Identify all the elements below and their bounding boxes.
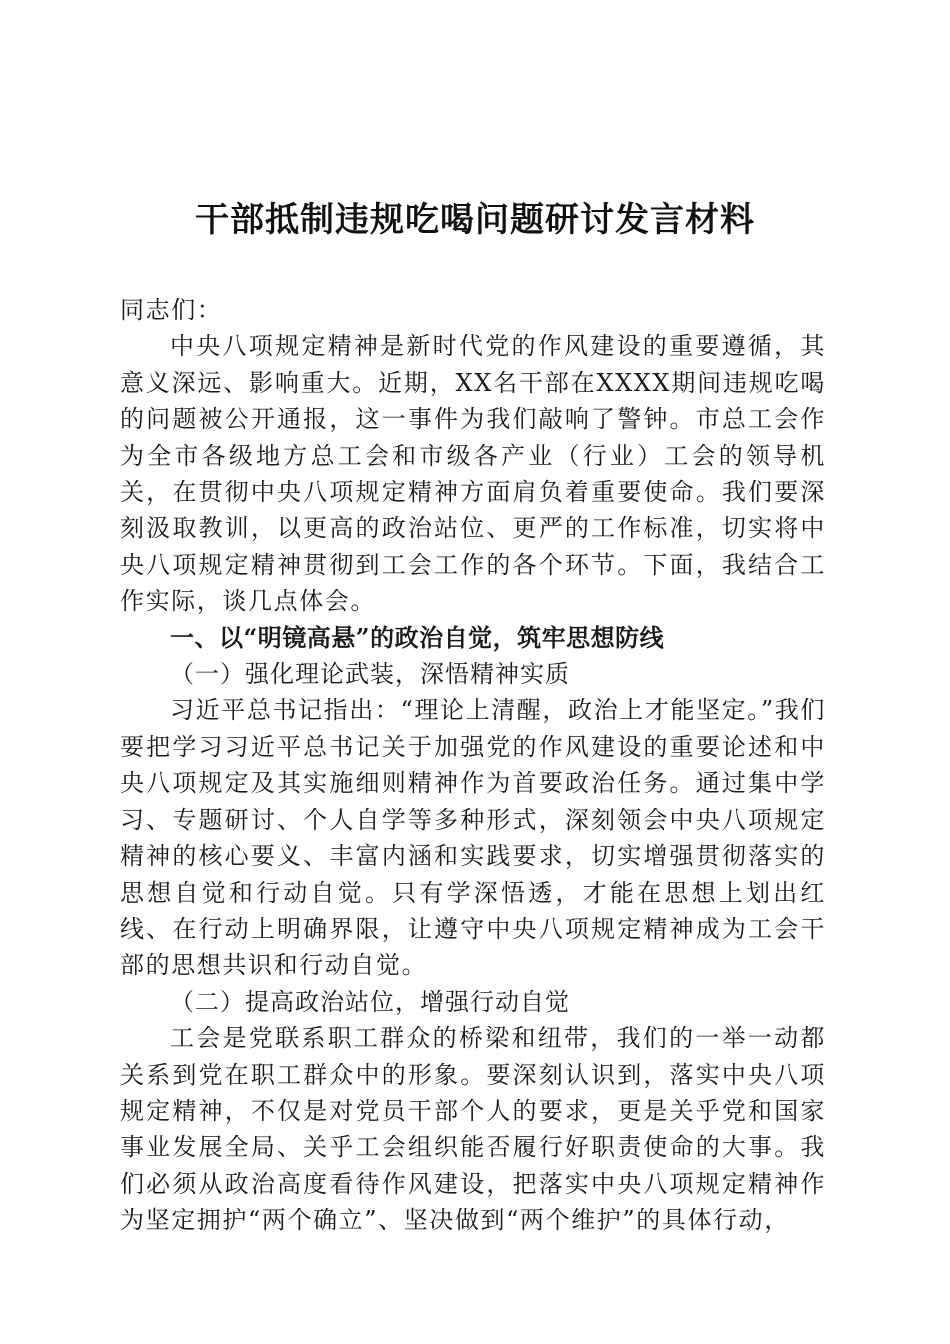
subsection-paragraph-1: 习近平总书记指出：“理论上清醒，政治上才能坚定。”我们要把学习习近平总书记关于加强党的作风建设的重要论述和中央八项规定及其实施细则精神作为首要政治任务。通过集中学习、专题研讨、个人自学等多种形式，深刻领会中央八项规定精神的核心要义、丰富内涵和实践要求，切实增强贯彻落实的思想自觉和行动自觉。只有学深悟透，才能在思想上划出红线、在行动上明确界限，让遵守中央八项规定精神成为工会干部的思想共识和行动自觉。: [120, 696, 826, 980]
subsection-heading-2: （二）提高政治站位，增强行动自觉: [170, 987, 570, 1016]
salutation: 同志们：: [120, 296, 223, 324]
document-body: [120, 292, 826, 1239]
subsection-paragraph-2: 工会是党联系职工群众的桥梁和纽带，我们的一举一动都关系到党在职工群众中的形象。要深刻认识到，落实中央八项规定精神，不仅是对党员干部个人的要求，更是关乎党和国家事业发展全局、关乎工会组织能否履行好职责使命的大事。我们必须从政治高度看待作风建设，把落实中央八项规定精神作为坚定拥护“两个确立”、坚决做到“两个维护”的具体行动，: [120, 1024, 826, 1235]
section-heading-1: 一、以“明镜高悬”的政治自觉，筑牢思想防线: [170, 622, 665, 652]
document-title: 干部抵制违规吃喝问题研讨发言材料: [195, 200, 755, 240]
subsection-heading-1: （一）强化理论武装，深悟精神实质: [170, 660, 570, 689]
intro-paragraph: 中央八项规定精神是新时代党的作风建设的重要遵循，其意义深远、影响重大。近期，XX名干部在XXXX期间违规吃喝的问题被公开通报，这一事件为我们敲响了警钟。市总工会作为全市各级地方总工会和市级各产业（行业）工会的领导机关，在贯彻中央八项规定精神方面肩负着重要使命。我们要深刻汲取教训，以更高的政治站位、更严的工作标准，切实将中央八项规定精神贯彻到工会工作的各个环节。下面，我结合工作实际，谈几点体会。: [120, 332, 826, 616]
